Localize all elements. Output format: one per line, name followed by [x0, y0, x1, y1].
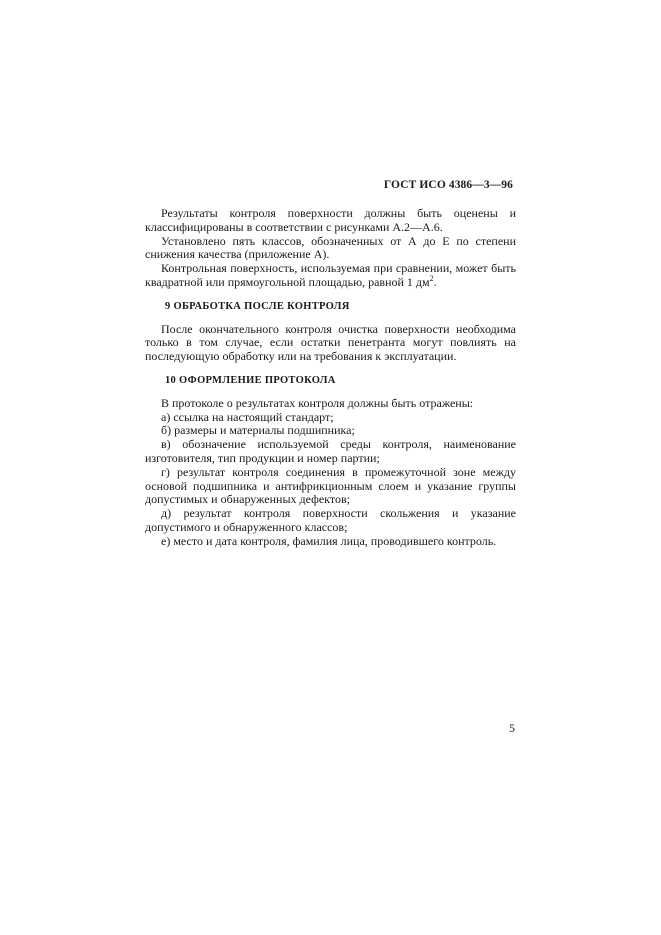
page-number: 5 — [509, 721, 515, 735]
list-item-d: д) результат контроля поверхности скольжения и указание допустимого и обнаруженного классов; — [145, 506, 516, 534]
control-surface-text: Контрольная поверхность, используемая при сравнении, может быть квадратной или прямоугольной площадью, равной 1 дм — [145, 261, 516, 289]
paragraph-classification: Результаты контроля поверхности должны быть оценены и классифицированы в соответствии с рисунками А.2—А.6. — [145, 206, 516, 234]
paragraph-control-surface — [145, 262, 516, 290]
body-text — [145, 207, 516, 549]
list-item-g: г) результат контроля соединения в промежуточной зоне между основой подшипника и антифрикционным слоем и указание группы допустимых и обнаруженных дефектов; — [145, 464, 516, 507]
section-9-paragraph: После окончательного контроля очистка поверхности необходима только в том случае, если остатки пенетранта могут повлиять на последующую обработку или на требования к эксплуатации. — [145, 321, 516, 364]
list-item-b: б) размеры и материалы подшипника; — [161, 423, 355, 438]
list-item-e: е) место и дата контроля, фамилия лица, проводившего контроль. — [161, 533, 497, 548]
document-code: ГОСТ ИСО 4386—3—96 — [383, 179, 513, 191]
list-item-a: а) ссылка на настоящий стандарт; — [161, 409, 334, 424]
superscript-2: 2 — [429, 273, 434, 283]
section-10-intro: В протоколе о результатах контроля должны быть отражены: — [161, 395, 474, 410]
list-item-v: в) обозначение используемой среды контроля, наименование изготовителя, тип продукции и номер партии; — [145, 437, 516, 465]
paragraph-classes: Установлено пять классов, обозначенных от А до Е по степени снижения качества (приложение А). — [145, 233, 516, 262]
section-10-heading: 10 ОФОРМЛЕНИЕ ПРОТОКОЛА — [165, 374, 336, 386]
control-surface-end: . — [433, 274, 437, 289]
section-9-heading: 9 ОБРАБОТКА ПОСЛЕ КОНТРОЛЯ — [165, 300, 350, 312]
